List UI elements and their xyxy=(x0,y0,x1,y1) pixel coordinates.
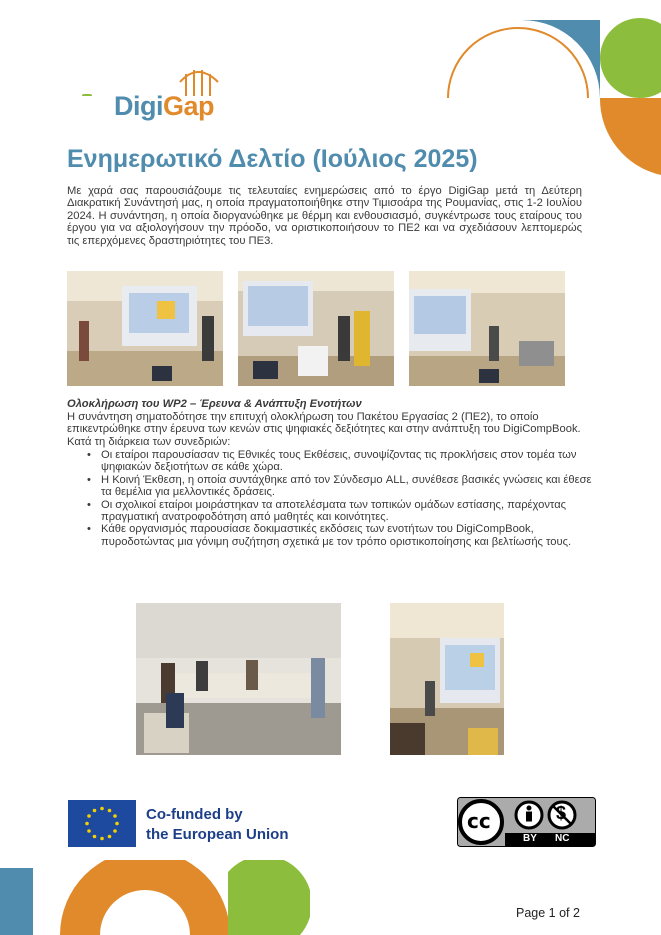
section-text: Η συνάντηση σηματοδότησε την επιτυχή ολοκλήρωση του Πακέτου Εργασίας 2 (ΠΕ2), το οποίο επικεντρώθηκε στην έρευνα των κενών στις ψηφιακές δεξιότητες και στην ανάπτυξη του DigiCompBook. Κατά τη διάρκεια των συνεδριών: xyxy=(67,411,581,448)
logo-gap: Gap xyxy=(163,91,215,121)
digigap-logo xyxy=(76,66,236,126)
bullet-item: • Οι σχολικοί εταίροι μοιράστηκαν τα αποτελέσματα των τοπικών ομάδων εστίασης, παρέχοντας πραγματική ανατροφοδότηση από μαθητές και κοινότητες. xyxy=(87,499,597,524)
section-bullets xyxy=(87,449,597,548)
logo-digi: Digi xyxy=(114,91,163,121)
meeting-photo-4 xyxy=(136,603,341,755)
bullet-item: • Οι εταίροι παρουσίασαν τις Εθνικές τους Εκθέσεις, συνοψίζοντας τις προκλήσεις στον τομέα των ψηφιακών δεξιοτήτων σε κάθε χώρα. xyxy=(87,449,597,474)
logo-wordmark xyxy=(114,91,214,122)
section-title: Ολοκλήρωση του WP2 – Έρευνα & Ανάπτυξη Ενοτήτων xyxy=(67,398,362,410)
meeting-photo-1 xyxy=(67,271,223,386)
cc-by-nc-icon xyxy=(457,797,596,847)
eu-line2: the European Union xyxy=(146,826,289,843)
cc-dollar: $ xyxy=(556,803,567,823)
page-title: Ενημερωτικό Δελτίο (Ιούλιος 2025) xyxy=(67,145,478,173)
eu-flag-icon xyxy=(68,800,136,847)
meeting-photo-3 xyxy=(409,271,565,386)
bullet-item: • Κάθε οργανισμός παρουσίασε δοκιμαστικές εκδόσεις των ενοτήτων του DigiCompBook, πυροδοτώντας μια γόνιμη συζήτηση σχετικά με τον τρόπο οριστικοποίησης και βελτίωσής τους. xyxy=(87,523,597,548)
cc-text: cc xyxy=(467,809,491,833)
decor-bottom-left xyxy=(0,860,310,935)
intro-paragraph: Με χαρά σας παρουσιάζουμε τις τελευταίες ενημερώσεις από το έργο DigiGap μετά τη Δεύτερη Διακρατική Συνάντησή μας, η οποία πραγματοποιήθηκε στην Τιμισοάρα της Ρουμανίας, στις 1-2 Ιουλίου 2024. Η συνάντηση, η οποία διοργανώθηκε με θέρμη και ενθουσιασμό, συγκέντρωσε τους εταίρους του έργου για να αξιολογήσουν την πρόοδο, να οριστικοποιήσουν το ΠΕ2 και να σχεδιάσουν λεπτομερώς τις επερχόμενες δραστηριότητες του ΠΕ3. xyxy=(67,185,582,247)
eu-line1: Co-funded by xyxy=(146,806,243,823)
meeting-photo-2 xyxy=(238,271,394,386)
eu-cofunded-text xyxy=(146,805,289,845)
cc-nc-label: NC xyxy=(555,833,570,844)
meeting-photo-5 xyxy=(390,603,504,755)
bullet-item: • Η Κοινή Έκθεση, η οποία συντάχθηκε από τον Σύνδεσμο ALL, συνέθεσε βασικές γνώσεις και έθεσε τα θεμέλια για μελλοντικές δράσεις. xyxy=(87,474,597,499)
cc-by-label: BY xyxy=(523,833,537,844)
page-number: Page 1 of 2 xyxy=(516,906,580,920)
